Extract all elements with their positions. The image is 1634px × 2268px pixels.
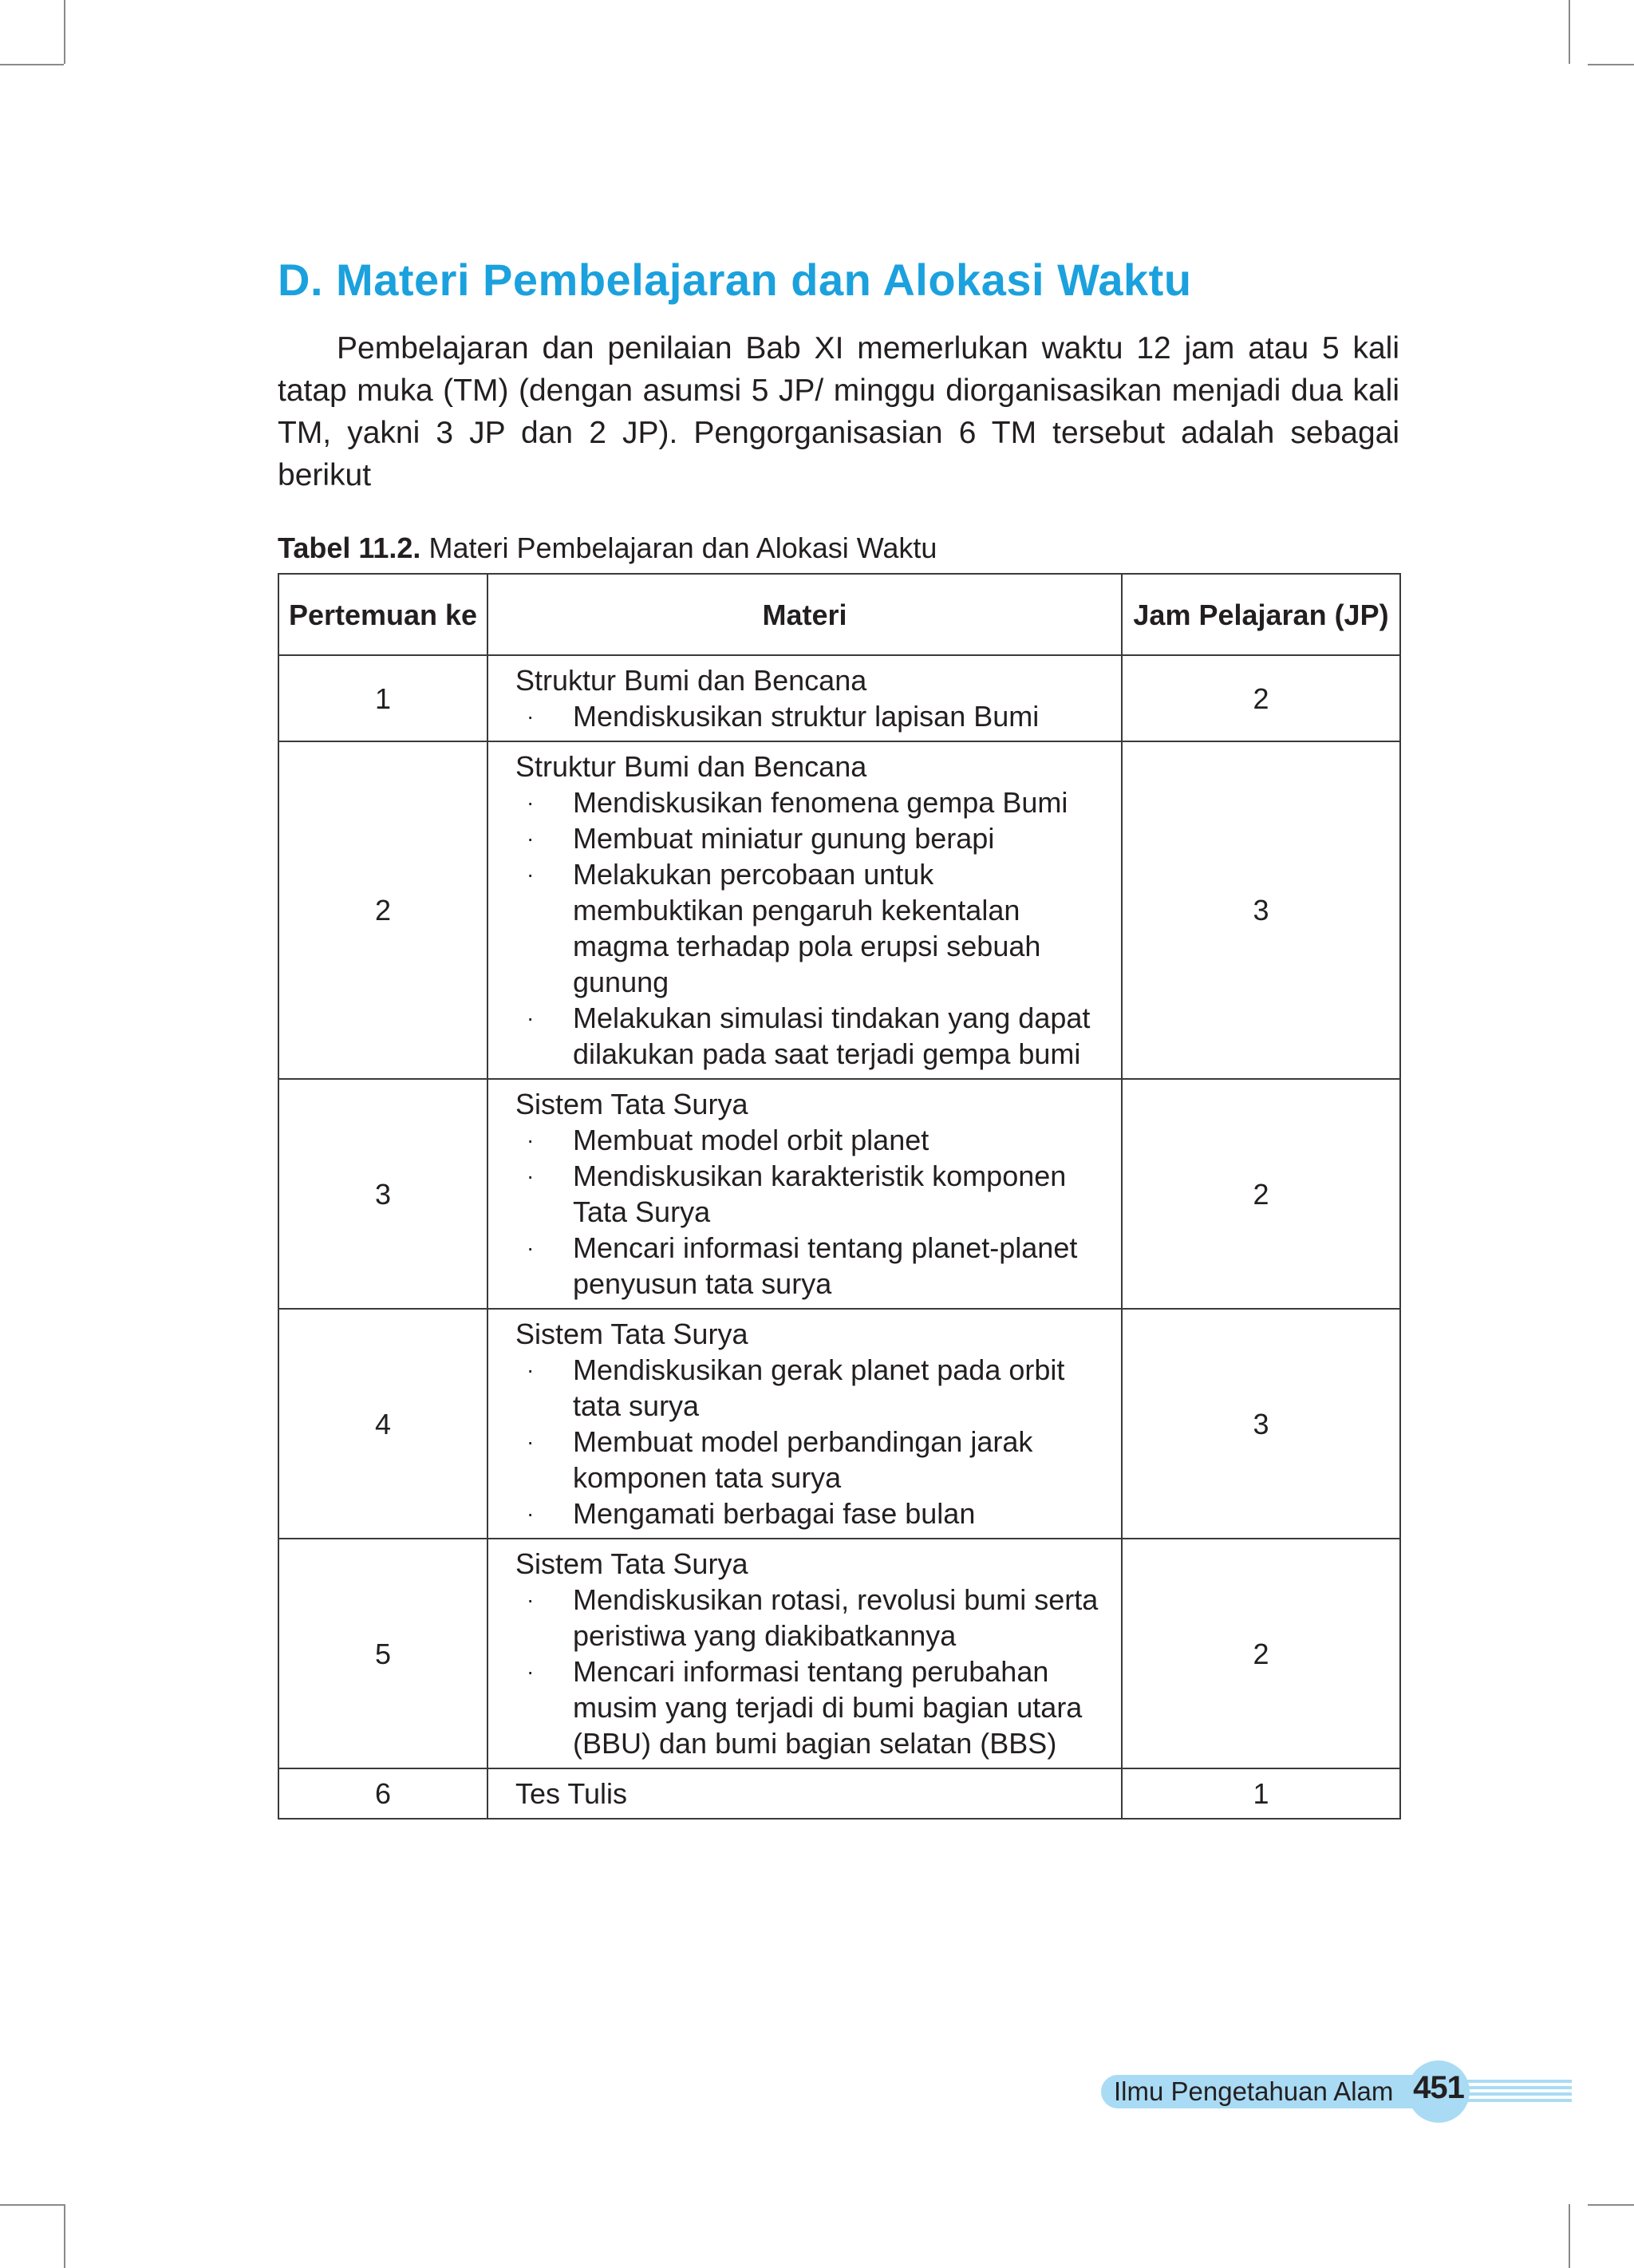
bullet-icon: · xyxy=(527,1501,535,1526)
pertemuan-cell: 1 xyxy=(278,655,487,741)
activity-text: Mencari informasi tentang perubahan musim yang terjadi di bumi bagian utara (BBU) dan bumi bagian selatan (BBS) xyxy=(573,1655,1083,1760)
bullet-icon: · xyxy=(527,862,535,887)
bullet-icon: · xyxy=(527,1128,535,1152)
jp-cell: 2 xyxy=(1122,1079,1400,1309)
table-body xyxy=(278,655,1400,1819)
activity-list xyxy=(515,1582,1105,1761)
pertemuan-cell: 4 xyxy=(278,1309,487,1539)
bullet-icon: · xyxy=(527,1357,535,1382)
crop-mark xyxy=(1588,64,1634,65)
activity-item xyxy=(515,1582,1105,1654)
section-title: D. Materi Pembelajaran dan Alokasi Waktu xyxy=(278,255,1192,305)
bullet-icon: · xyxy=(527,1429,535,1454)
materi-table xyxy=(278,573,1401,1820)
bullet-icon: · xyxy=(527,704,535,729)
jp-cell: 1 xyxy=(1122,1768,1400,1819)
table-row xyxy=(278,1768,1400,1819)
table-header-row xyxy=(278,574,1400,655)
activity-list xyxy=(515,1122,1105,1302)
activity-text: Mendiskusikan struktur lapisan Bumi xyxy=(573,700,1040,733)
crop-mark xyxy=(1569,0,1570,64)
activity-text: Mendiskusikan fenomena gempa Bumi xyxy=(573,786,1068,819)
table-caption-text: Materi Pembelajaran dan Alokasi Waktu xyxy=(428,531,937,564)
bullet-icon: · xyxy=(527,1164,535,1188)
activity-list xyxy=(515,784,1105,1072)
activity-item xyxy=(515,698,1105,734)
activity-list xyxy=(515,1352,1105,1531)
materi-topic: Struktur Bumi dan Bencana xyxy=(515,750,867,783)
activity-list xyxy=(515,698,1105,734)
jp-cell: 2 xyxy=(1122,1539,1400,1768)
materi-cell xyxy=(487,1079,1122,1309)
bullet-icon: · xyxy=(527,790,535,815)
pertemuan-cell: 5 xyxy=(278,1539,487,1768)
materi-cell xyxy=(487,1309,1122,1539)
activity-item xyxy=(515,1122,1105,1158)
materi-cell xyxy=(487,655,1122,741)
table-row xyxy=(278,741,1400,1079)
materi-topic: Sistem Tata Surya xyxy=(515,1547,748,1580)
table-caption xyxy=(278,531,937,565)
bullet-icon: · xyxy=(527,1587,535,1612)
table-row xyxy=(278,655,1400,741)
crop-mark xyxy=(1569,2204,1570,2268)
header-jp: Jam Pelajaran (JP) xyxy=(1122,574,1400,655)
intro-paragraph-text: Pembelajaran dan penilaian Bab XI memerlukan waktu 12 jam atau 5 kali tatap muka (TM) (dengan asumsi 5 JP/ minggu diorganisasikan menjadi dua kali TM, yakni 3 JP dan 2 JP). Pengorganisasian 6 TM tersebut adalah sebagai berikut xyxy=(278,331,1399,492)
materi-topic: Sistem Tata Surya xyxy=(515,1318,748,1350)
activity-text: Mendiskusikan rotasi, revolusi bumi serta peristiwa yang diakibatkannya xyxy=(573,1583,1099,1652)
activity-item xyxy=(515,1352,1105,1424)
crop-mark xyxy=(64,0,65,64)
jp-cell: 3 xyxy=(1122,741,1400,1079)
crop-mark xyxy=(1588,2204,1634,2206)
table-row xyxy=(278,1079,1400,1309)
jp-cell: 3 xyxy=(1122,1309,1400,1539)
activity-item xyxy=(515,1496,1105,1531)
activity-text: Mencari informasi tentang planet-planet penyusun tata surya xyxy=(573,1231,1078,1300)
activity-item xyxy=(515,1654,1105,1761)
pertemuan-cell: 3 xyxy=(278,1079,487,1309)
table-row xyxy=(278,1309,1400,1539)
materi-cell xyxy=(487,1539,1122,1768)
page-number: 451 xyxy=(1413,2070,1464,2105)
activity-text: Mengamati berbagai fase bulan xyxy=(573,1497,976,1530)
footer-book-title: Ilmu Pengetahuan Alam xyxy=(1114,2076,1394,2106)
jp-cell: 2 xyxy=(1122,655,1400,741)
materi-cell xyxy=(487,1768,1122,1819)
crop-mark xyxy=(0,64,64,65)
header-materi: Materi xyxy=(487,574,1122,655)
activity-text: Melakukan simulasi tindakan yang dapat dilakukan pada saat terjadi gempa bumi xyxy=(573,1002,1091,1070)
header-pertemuan: Pertemuan ke xyxy=(278,574,487,655)
activity-item xyxy=(515,820,1105,856)
pertemuan-cell: 6 xyxy=(278,1768,487,1819)
bullet-icon: · xyxy=(527,826,535,851)
materi-topic: Sistem Tata Surya xyxy=(515,1088,748,1120)
activity-item xyxy=(515,1424,1105,1496)
activity-item xyxy=(515,856,1105,1000)
materi-cell xyxy=(487,741,1122,1079)
activity-text: Melakukan percobaan untuk membuktikan pengaruh kekentalan magma terhadap pola erupsi sebuah gunung xyxy=(573,858,1041,998)
materi-topic: Tes Tulis xyxy=(515,1777,628,1810)
table-caption-label: Tabel 11.2. xyxy=(278,531,421,564)
intro-paragraph xyxy=(278,327,1399,496)
activity-text: Membuat model orbit planet xyxy=(573,1124,929,1156)
activity-item xyxy=(515,784,1105,820)
table-row xyxy=(278,1539,1400,1768)
activity-text: Mendiskusikan karakteristik komponen Tata Surya xyxy=(573,1160,1067,1228)
activity-item xyxy=(515,1230,1105,1302)
activity-text: Mendiskusikan gerak planet pada orbit tata surya xyxy=(573,1353,1065,1422)
crop-mark xyxy=(64,2204,65,2268)
pertemuan-cell: 2 xyxy=(278,741,487,1079)
crop-mark xyxy=(0,2204,64,2206)
materi-topic: Struktur Bumi dan Bencana xyxy=(515,664,867,697)
activity-text: Membuat miniatur gunung berapi xyxy=(573,822,995,855)
activity-item xyxy=(515,1000,1105,1072)
activity-text: Membuat model perbandingan jarak komponen tata surya xyxy=(573,1425,1033,1494)
bullet-icon: · xyxy=(527,1235,535,1260)
bullet-icon: · xyxy=(527,1006,535,1030)
activity-item xyxy=(515,1158,1105,1230)
bullet-icon: · xyxy=(527,1659,535,1684)
